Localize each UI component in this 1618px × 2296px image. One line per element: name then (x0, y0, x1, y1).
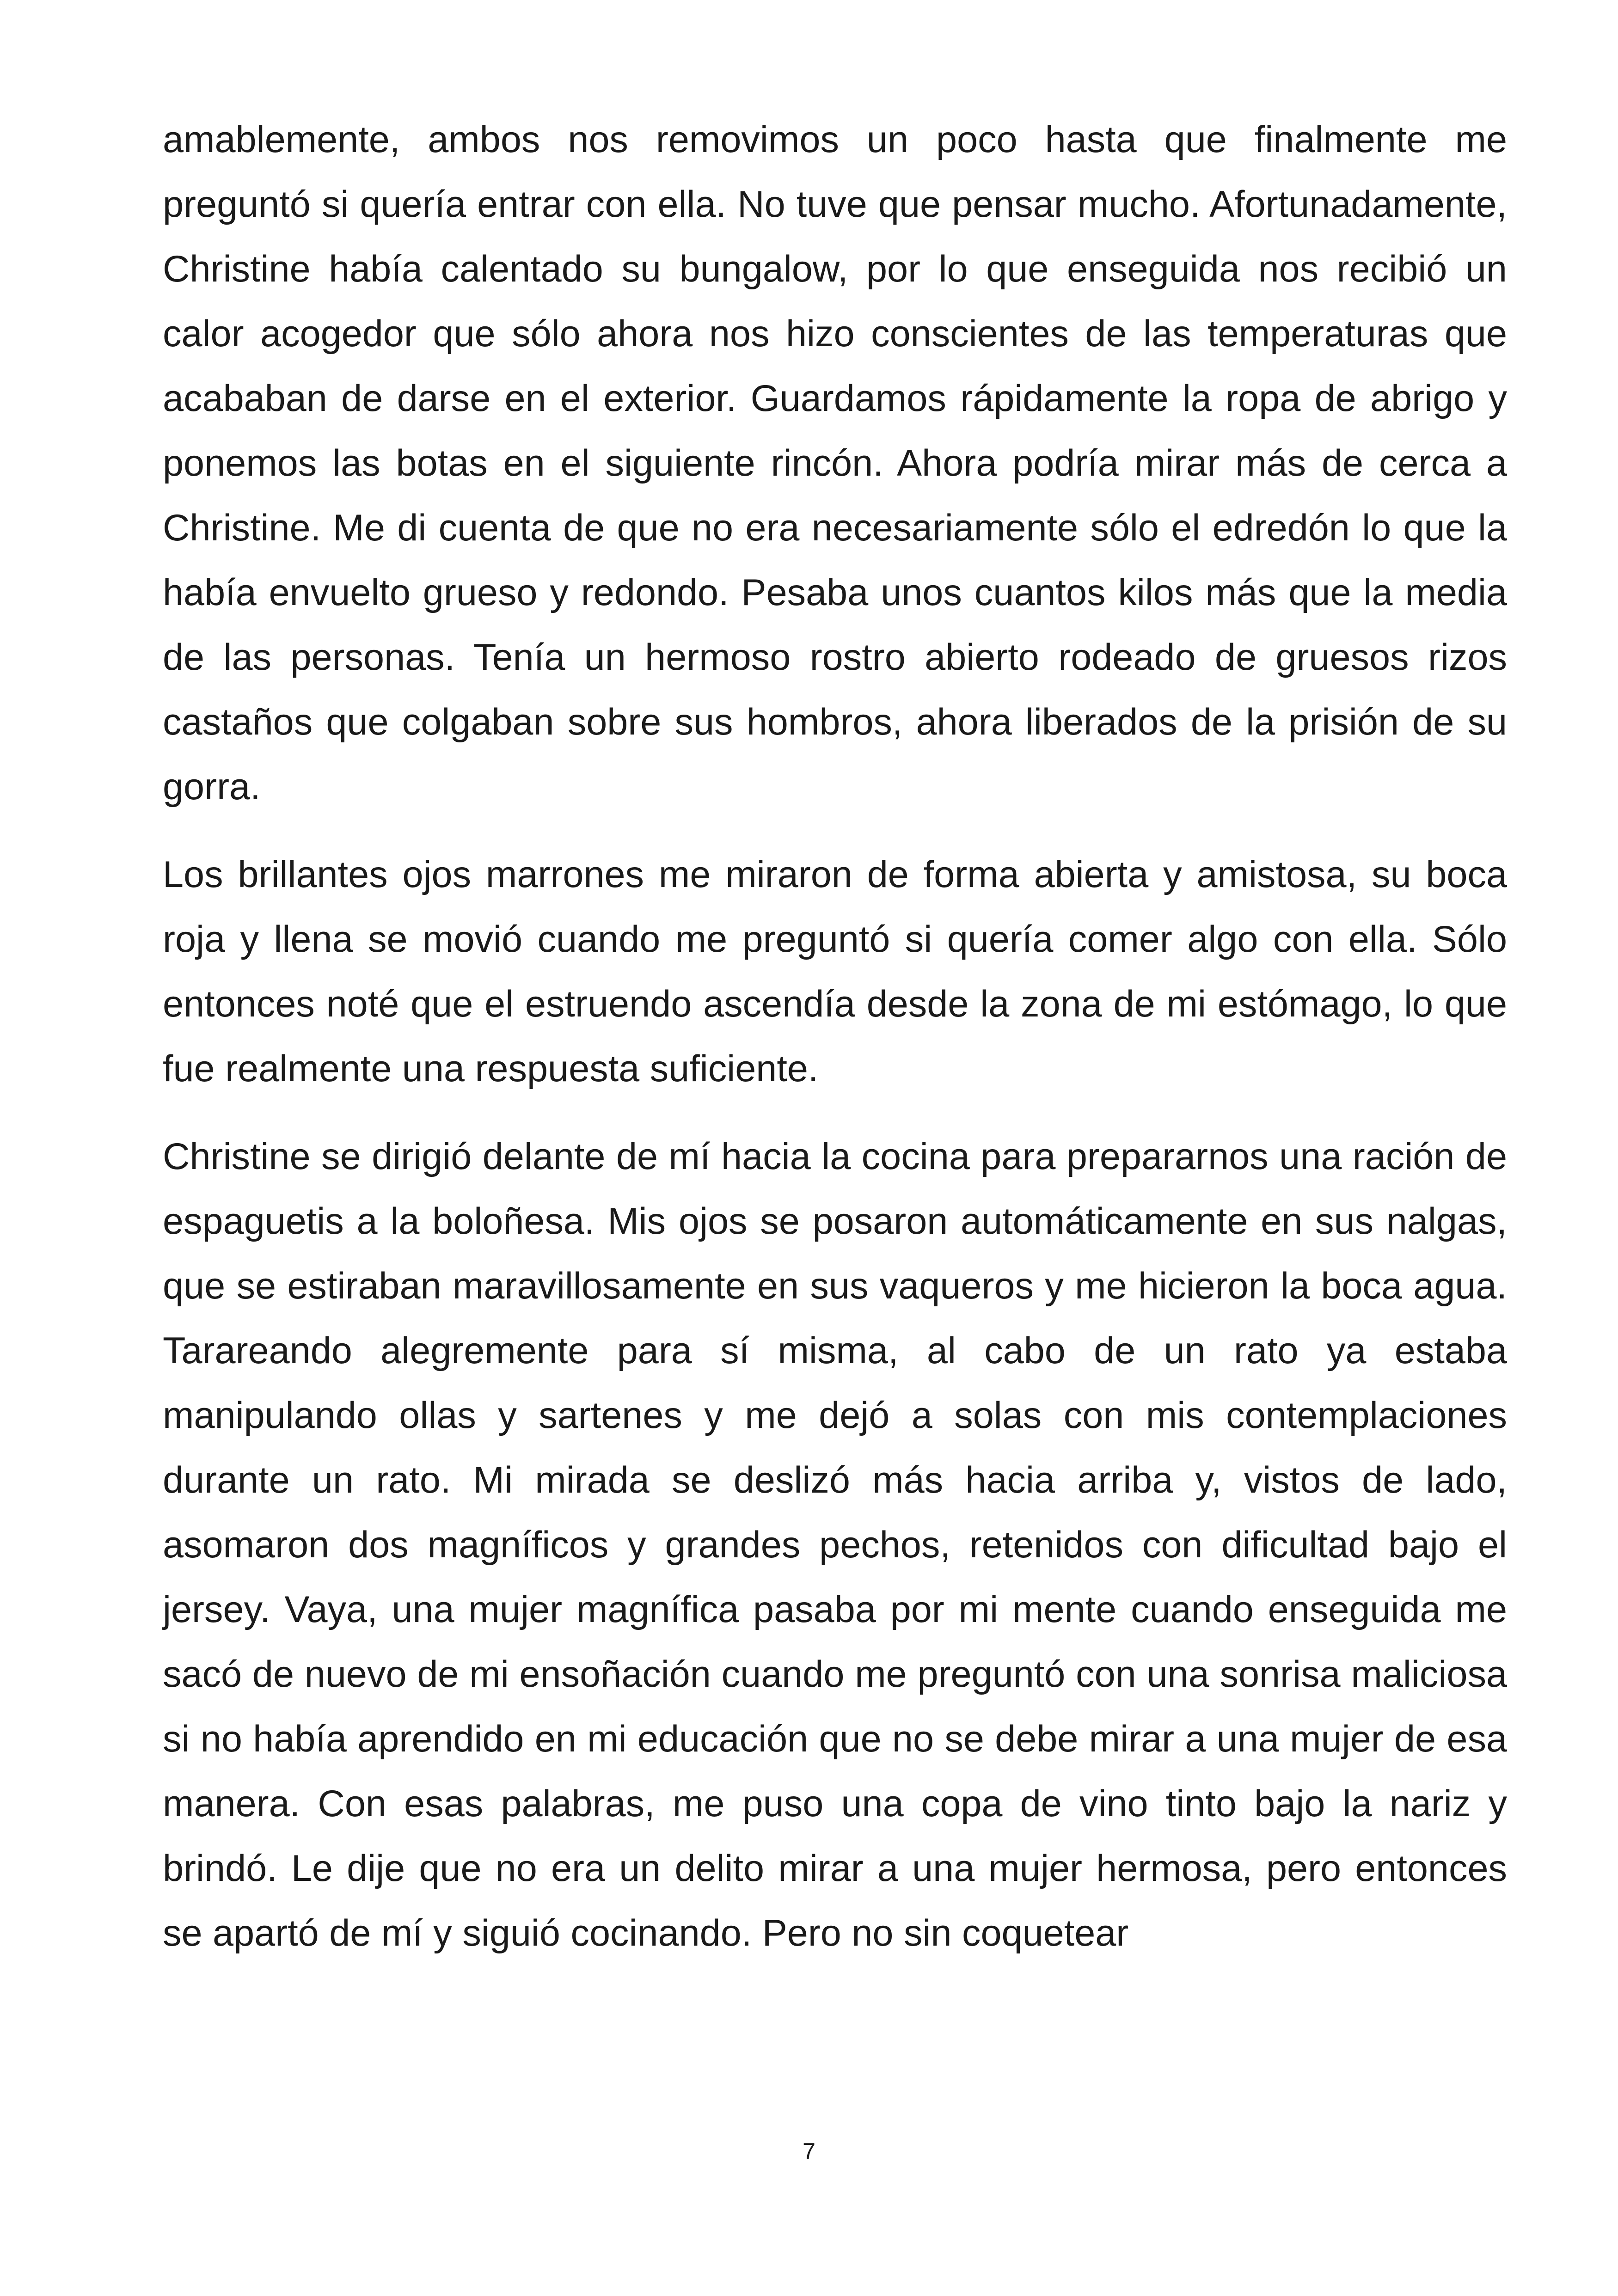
page-number: 7 (803, 2138, 815, 2164)
paragraph: Los brillantes ojos marrones me miraron de forma abierta y amistosa, su boca roja y llena se movió cuando me preguntó si quería comer algo con ella. Sólo entonces noté que el estruendo ascendía desde la zona de mi estómago, lo que fue realmente una respuesta suficiente. (163, 854, 1507, 1090)
page-body (163, 107, 1507, 1965)
paragraph: amablemente, ambos nos removimos un poco hasta que finalmente me preguntó si quería entrar con ella. No tuve que pensar mucho. Afortunadamente, Christine había calentado su bungalow, por lo que enseguida nos recibió un calor acogedor que sólo ahora nos hizo conscientes de las temperaturas que acababan de darse en el exterior. Guardamos rápidamente la ropa de abrigo y ponemos las botas en el siguiente rincón. Ahora podría mirar más de cerca a Christine. Me di cuenta de que no era necesariamente sólo el edredón lo que la había envuelto grueso y redondo. Pesaba unos cuantos kilos más que la media de las personas. Tenía un hermoso rostro abierto rodeado de gruesos rizos castaños que colgaban sobre sus hombros, ahora liberados de la prisión de su gorra. (163, 119, 1507, 808)
paragraph: Christine se dirigió delante de mí hacia la cocina para prepararnos una ración de espaguetis a la boloñesa. Mis ojos se posaron automáticamente en sus nalgas, que se estiraban maravillosamente en sus vaqueros y me hicieron la boca agua. Tarareando alegremente para sí misma, al cabo de un rato ya estaba manipulando ollas y sartenes y me dejó a solas con mis contemplaciones durante un rato. Mi mirada se deslizó más hacia arriba y, vistos de lado, asomaron dos magníficos y grandes pechos, retenidos con dificultad bajo el jersey. Vaya, una mujer magnífica pasaba por mi mente cuando enseguida me sacó de nuevo de mi ensoñación cuando me preguntó con una sonrisa maliciosa si no había aprendido en mi educación que no se debe mirar a una mujer de esa manera. Con esas palabras, me puso una copa de vino tinto bajo la nariz y brindó. Le dije que no era un delito mirar a una mujer hermosa, pero entonces se apartó de mí y siguió cocinando. Pero no sin coquetear (163, 1136, 1507, 1954)
